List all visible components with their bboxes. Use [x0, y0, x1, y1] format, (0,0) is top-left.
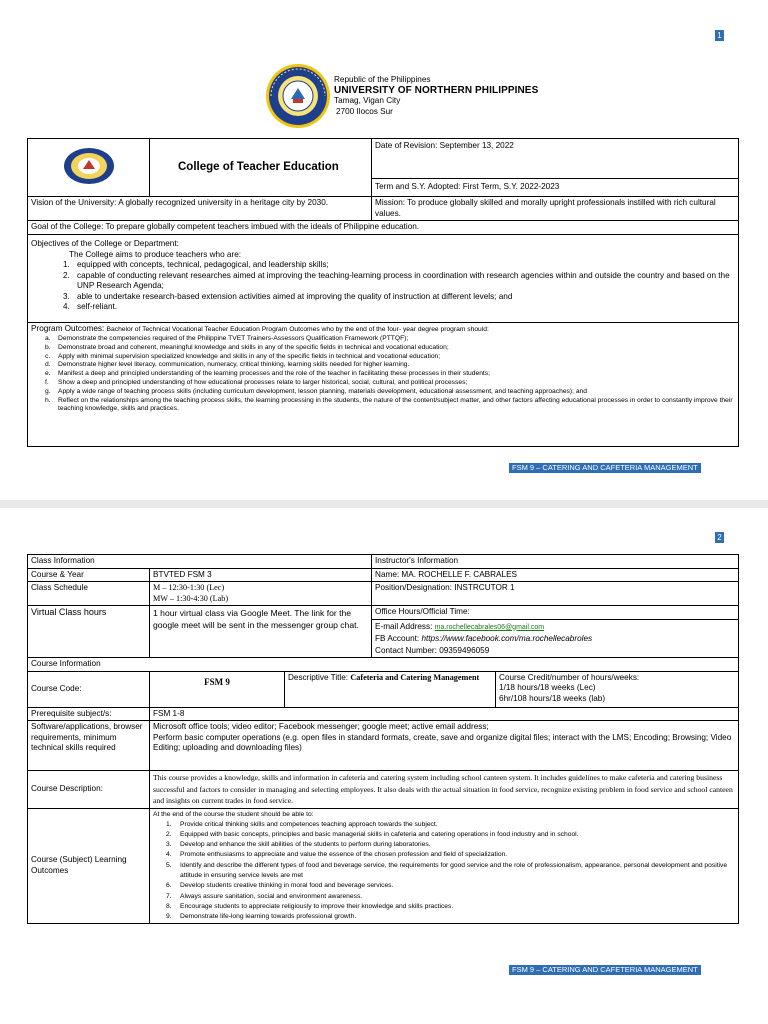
description-value: This course provides a knowledge, skills and information in cafeteria and catering system including school canteen system. It includes guidelines to make cafeteria and catering business successful and factors to consider in managing and selecting employees. It also deals with the actual situation in food service, recognize existing problem in food service and school canteen and insights on current trades in food service. — [150, 771, 739, 809]
contact-cell — [372, 619, 739, 658]
vision — [28, 197, 372, 221]
mission: Mission: To produce globally skilled and morally upright professionals instilled with rich cultural values. — [372, 197, 739, 221]
item-text: Apply a wide range of teaching process skills (including curriculum development, lesson planning, materials development, educational assessment, and teaching approaches); and — [58, 387, 587, 395]
item-letter: b. — [45, 343, 51, 351]
credit-lecture: 1/18 hours/18 weeks (Lec) — [499, 683, 596, 692]
item-text: Demonstrate broad and coherent, meaningful knowledge and skills in any of the specific fields in technical and vocational education; — [58, 343, 449, 351]
college-goal: Goal of the College: To prepare globally competent teachers imbued with the ideals of Philippine education. — [28, 221, 739, 235]
item-number: 3. — [166, 841, 172, 849]
vision-text: Vision of the University: A globally recognized university in a heritage city by 2030. — [31, 198, 329, 207]
email-label: E-mail Address: — [375, 621, 435, 631]
course-code-label: Course Code: — [28, 671, 150, 707]
learning-outcomes-label: Course (Subject) Learning Outcomes — [28, 808, 150, 924]
program-outcomes-list — [31, 335, 735, 414]
page-2 — [0, 508, 768, 1024]
list-item — [31, 335, 735, 344]
instructor-info-heading: Instructor's Information — [372, 555, 739, 569]
item-number: 5. — [166, 861, 172, 869]
item-number: 6. — [166, 882, 172, 890]
date-of-revision: Date of Revision: September 13, 2022 — [372, 139, 739, 179]
list-item — [31, 370, 735, 379]
virtual-hours-label: Virtual Class hours — [28, 606, 150, 658]
item-number: 2. — [166, 830, 172, 838]
item-number: 1. — [63, 260, 70, 269]
list-item — [153, 902, 735, 912]
item-number: 4. — [166, 851, 172, 859]
descriptive-title — [285, 671, 496, 707]
list-item — [31, 344, 735, 353]
objectives-cell — [28, 235, 739, 323]
item-text: capable of conducting relevant researches aimed at improving the teaching-learning process in coordination with research agencies within and outside the country and based on the UNP Research Agenda; — [77, 270, 730, 290]
item-number: 2. — [63, 270, 70, 280]
item-letter: e. — [45, 370, 51, 378]
item-text: Manifest a deep and principled understanding of the learning processes and the role of the teacher in facilitating these processes in their students; — [58, 370, 490, 378]
list-item — [153, 892, 735, 902]
province-line: 2700 Ilocos Sur — [336, 106, 393, 116]
list-item — [153, 840, 735, 850]
item-number: 3. — [63, 291, 70, 301]
item-number: 1. — [166, 820, 172, 828]
program-outcomes-label: Program Outcomes: — [31, 324, 105, 333]
class-info-table — [27, 554, 739, 924]
position-designation: Position/Designation: INSTRCUTOR 1 — [372, 582, 739, 606]
item-text: Promote enthusiasms to appreciate and value the essence of the chosen profession and field of specialization. — [180, 851, 508, 859]
list-item — [63, 260, 735, 271]
item-text: Develop and enhance the skill abilities of the students to perform during laboratories. — [180, 841, 431, 849]
objectives-intro: The College aims to produce teachers who are: — [69, 249, 242, 259]
item-letter: d. — [45, 361, 51, 369]
description-label: Course Description: — [28, 771, 150, 809]
item-text: Equipped with basic concepts, principles and basic managerial skills in cafeteria and catering operations in food industry and in school. — [180, 830, 579, 838]
learning-outcomes-list — [153, 820, 735, 923]
page-number: 2 — [715, 532, 724, 543]
item-text: Reflect on the relationships among the teaching process skills, the learning processing in the students, the nature of the content/subject matter, and other factors affecting educational processes in order to constantly improve their teaching knowledge, skills and practices. — [58, 396, 733, 413]
instructor-name: Name: MA. ROCHELLE F. CABRALES — [372, 568, 739, 582]
page-1 — [0, 0, 768, 500]
prerequisite-value: FSM 1-8 — [150, 707, 739, 721]
course-footer: FSM 9 – CATERING AND CAFETERIA MANAGEMENT — [509, 965, 701, 975]
unp-seal-icon — [265, 63, 331, 129]
course-code-value: FSM 9 — [150, 671, 285, 707]
course-year-label: Course & Year — [28, 568, 150, 582]
university-name: UNIVERSITY OF NORTHERN PHILIPPINES — [334, 84, 539, 96]
college-info-table — [27, 138, 739, 447]
objectives-title: Objectives of the College or Department: — [31, 239, 179, 248]
credit-lab: 6hr/108 hours/18 weeks (lab) — [499, 693, 606, 703]
item-text: Demonstrate higher level literacy, communication, numeracy, critical thinking, learning skills needed for higher learning. — [58, 361, 410, 369]
item-text: Apply with minimal supervision specialized knowledge and skills in any of the specific fields in technical and vocational education; — [58, 352, 441, 360]
schedule-lecture: M – 12:30-1:30 (Lec) — [153, 583, 225, 592]
descriptive-title-value: Cafeteria and Catering Management — [350, 672, 480, 682]
college-logo-icon — [62, 147, 116, 185]
term-adopted: Term and S.Y. Adopted: First Term, S.Y. 2022-2023 — [372, 179, 739, 197]
learning-outcomes-cell — [150, 808, 739, 924]
list-item — [153, 830, 735, 840]
fb-label: FB Account: — [375, 634, 422, 643]
item-text: Provide critical thinking skills and competences teaching approach towards the subject. — [180, 820, 438, 828]
item-text: Demonstrate the competencies required of the Philippine TVET Trainers-Assessors Qualification Framework (PTTQF); — [58, 335, 409, 342]
item-text: able to undertake research-based extension activities aimed at improving the quality of instruction at different levels; and — [77, 291, 513, 301]
list-item — [31, 353, 735, 362]
learning-outcomes-intro: At the end of the course the student should be able to: — [153, 810, 314, 818]
page-number: 1 — [715, 30, 724, 41]
virtual-hours-value: 1 hour virtual class via Google Meet. The link for the google meet will be sent in the messenger group chat. — [150, 606, 372, 658]
list-item — [31, 388, 735, 397]
contact-number: Contact Number: 09359496059 — [375, 645, 490, 655]
item-number: 7. — [166, 892, 172, 900]
item-text: Show a deep and principled understanding of how educational processes relate to larger historical, social, cultural, and political processes; — [58, 378, 468, 386]
credit-heading: Course Credit/number of hours/weeks: — [499, 672, 640, 682]
list-item — [31, 397, 735, 415]
office-hours: Office Hours/Official Time: — [372, 606, 739, 620]
fb-link[interactable]: https://www.facebook.com/ma.rochellecabroles — [421, 634, 593, 643]
list-item — [153, 820, 735, 830]
item-letter: a. — [45, 335, 51, 342]
item-text: equipped with concepts, technical, pedagogical, and leadership skills; — [77, 260, 329, 269]
software-tools: Microsoft office tools; video editor; Facebook messenger; google meet; active email address; — [153, 722, 489, 731]
item-text: Develop students creative thinking in moral food and beverage services. — [180, 882, 394, 890]
course-footer: FSM 9 – CATERING AND CAFETERIA MANAGEMENT — [509, 463, 701, 473]
list-item — [63, 291, 735, 303]
software-skills: Perform basic computer operations (e.g. open files in standard formats, create, save and organize digital files; interact with the LMS; Encoding; Browsing; Video Editing; uploading and downloading files) — [153, 732, 732, 752]
prerequisite-label: Prerequisite subject/s: — [28, 707, 150, 721]
item-text: Encourage students to appreciate religiously to improve their knowledge and skills practices. — [180, 902, 454, 910]
item-number: 4. — [63, 302, 70, 311]
item-text: self-reliant. — [77, 302, 118, 311]
list-item — [153, 881, 735, 891]
republic-line: Republic of the Philippines — [334, 75, 431, 84]
city-line: Tamag, Vigan City — [334, 96, 401, 105]
item-letter: f. — [45, 378, 49, 386]
item-text: Always assure sanitation, social and environment awareness. — [180, 892, 363, 900]
class-info-heading: Class Information — [28, 555, 372, 569]
item-letter: g. — [45, 387, 51, 395]
college-name: College of Teacher Education — [150, 139, 372, 197]
software-label: Software/applications, browser requirements, minimum technical skills required — [28, 721, 150, 771]
objectives-list — [31, 260, 735, 313]
university-header — [265, 60, 538, 132]
program-outcomes-intro: Bachelor of Technical Vocational Teacher Education Program Outcomes who by the end of the four- year degree program should: — [106, 326, 489, 333]
program-outcomes-cell — [28, 323, 739, 447]
schedule-label: Class Schedule — [28, 582, 150, 606]
schedule-value — [150, 582, 372, 606]
list-item — [31, 361, 735, 370]
item-text: Identify and describe the different types of food and beverage service, the requirements for good service and the role of professionalism, appearance, personal development and positive attitude in ensuring service levels are met — [180, 861, 728, 879]
item-number: 8. — [166, 902, 172, 910]
list-item — [153, 861, 735, 882]
list-item — [153, 850, 735, 860]
descriptive-title-label: Descriptive Title: — [288, 672, 351, 682]
university-address — [334, 75, 538, 117]
software-value — [150, 721, 739, 771]
course-credit — [496, 671, 739, 707]
list-item — [63, 270, 735, 292]
college-logo-cell — [28, 139, 150, 197]
email-link[interactable]: ma.rochellecabrales06@gmail.com — [434, 623, 545, 631]
item-letter: h. — [45, 396, 51, 404]
schedule-lab: MW – 1:30-4:30 (Lab) — [153, 593, 229, 603]
course-year-value: BTVTED FSM 3 — [150, 568, 372, 582]
list-item — [63, 302, 735, 313]
list-item — [153, 912, 735, 922]
list-item — [31, 379, 735, 388]
item-letter: c. — [45, 352, 51, 360]
item-number: 9. — [166, 913, 172, 921]
course-info-heading: Course Information — [28, 658, 739, 672]
item-text: Demonstrate life-long learning towards professional growth. — [180, 913, 357, 921]
